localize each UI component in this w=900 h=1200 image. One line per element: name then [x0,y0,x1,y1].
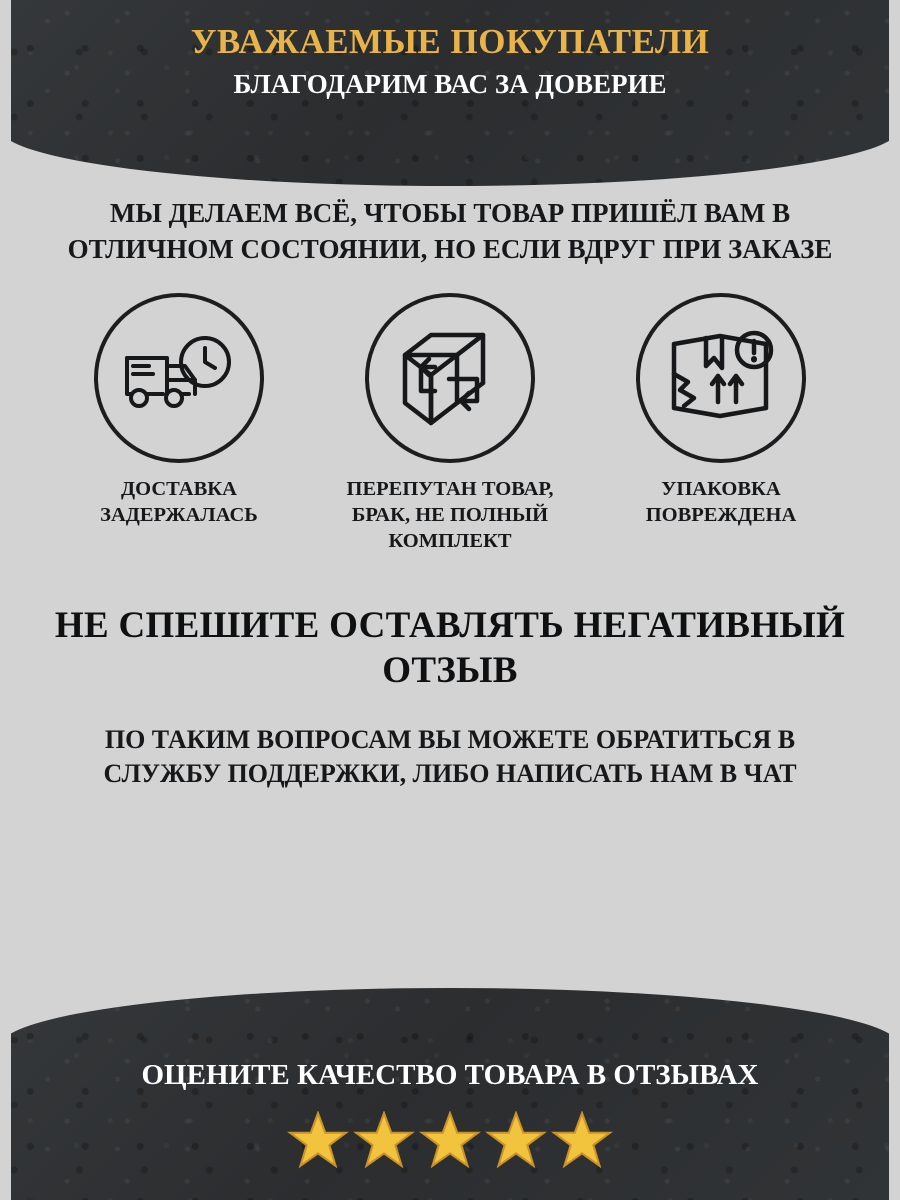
case-item [54,293,304,529]
footer-title: ОЦЕНИТЕ КАЧЕСТВО ТОВАРА В ОТЗЫВАХ [141,1058,759,1091]
case-item [596,293,846,529]
damaged-package-warning-icon [662,322,780,435]
case-icon-circle [636,293,806,463]
case-icon-circle [365,293,535,463]
headline-text: НЕ СПЕШИТЕ ОСТАВЛЯТЬ НЕГАТИВНЫЙ ОТЗЫВ [54,604,846,691]
delivery-truck-clock-icon [119,328,239,429]
star-icon [353,1111,415,1176]
case-item [325,293,575,554]
header-title: УВАЖАЕМЫЕ ПОКУПАТЕЛИ [190,22,710,61]
case-caption: ПЕРЕПУТАН ТОВАР, БРАК, НЕ ПОЛНЫЙ КОМПЛЕКТ [346,478,554,552]
poster-footer [0,1057,900,1200]
poster-header [0,0,900,101]
right-frame-edge [889,0,900,1200]
case-icon-circle [94,293,264,463]
poster-main [40,196,860,792]
intro-text: МЫ ДЕЛАЕМ ВСЁ, ЧТОБЫ ТОВАР ПРИШЁЛ ВАМ В ОТЛИЧНОМ СОСТОЯНИИ, НО ЕСЛИ ВДРУГ ПРИ ЗАКАЗЕ [67,198,833,264]
box-return-arrow-icon [391,321,509,436]
cases-row [40,293,860,554]
star-icon [287,1111,349,1176]
star-icon [551,1111,613,1176]
support-text: ПО ТАКИМ ВОПРОСАМ ВЫ МОЖЕТЕ ОБРАТИТЬСЯ В СЛУЖБУ ПОДДЕРЖКИ, ЛИБО НАПИСАТЬ НАМ В ЧАТ [103,724,797,789]
case-caption: ДОСТАВКА ЗАДЕРЖАЛАСЬ [100,478,258,527]
left-frame-edge [0,0,11,1200]
header-subtitle: БЛАГОДАРИМ ВАС ЗА ДОВЕРИЕ [233,69,667,100]
rating-stars [0,1111,900,1176]
case-caption: УПАКОВКА ПОВРЕЖДЕНА [645,478,797,527]
star-icon [419,1111,481,1176]
star-icon [485,1111,547,1176]
